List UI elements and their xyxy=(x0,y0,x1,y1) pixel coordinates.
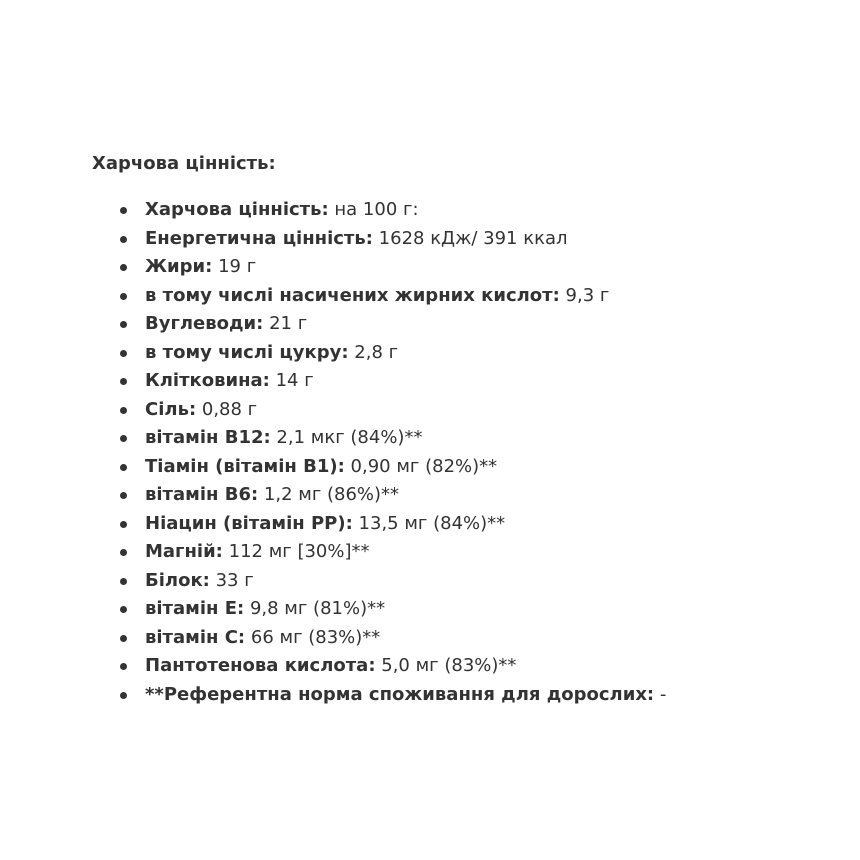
item-label: Клітковина: xyxy=(145,370,270,391)
item-label: вітамін C: xyxy=(145,626,246,648)
item-label: Ніацин (вітамін PP): xyxy=(145,512,353,534)
item-label: Вуглеводи: xyxy=(145,313,264,334)
item-value: 19 г xyxy=(212,256,257,277)
list-item xyxy=(120,424,832,453)
item-value: 9,3 г xyxy=(559,284,610,306)
list-item xyxy=(120,652,832,681)
list-item xyxy=(120,225,832,254)
item-label: вітамін B6: xyxy=(145,484,259,505)
item-label: Жири: xyxy=(145,256,213,277)
item-label: Пантотенова кислота: xyxy=(145,655,376,676)
nutrition-list xyxy=(92,196,832,709)
list-item xyxy=(120,538,832,567)
list-item xyxy=(120,196,832,225)
item-value: 112 мг [30%]** xyxy=(222,541,370,562)
nutrition-content xyxy=(92,150,832,709)
item-value: 2,8 г xyxy=(348,341,399,363)
item-value: 2,1 мкг (84%)** xyxy=(270,427,423,448)
item-value: 1,2 мг (86%)** xyxy=(258,484,400,505)
item-value: 13,5 мг (84%)** xyxy=(352,512,506,534)
item-label: Сіль: xyxy=(145,398,197,420)
list-item xyxy=(120,567,832,596)
item-label: Тіамін (вітамін B1): xyxy=(145,455,345,477)
nutrition-heading: Харчова цінність: xyxy=(92,153,276,174)
list-item xyxy=(120,396,832,425)
list-item xyxy=(120,282,832,311)
list-item xyxy=(120,310,832,339)
item-label: Білок: xyxy=(145,569,210,591)
list-item xyxy=(120,367,832,396)
item-label: вітамін E: xyxy=(145,598,245,619)
item-value: на 100 г: xyxy=(328,199,419,220)
list-item xyxy=(120,481,832,510)
item-label: в тому числі насичених жирних кислот: xyxy=(145,284,560,306)
list-item xyxy=(120,595,832,624)
item-value: 0,90 мг (82%)** xyxy=(344,455,498,477)
item-label: вітамін B12: xyxy=(145,427,271,448)
list-item xyxy=(120,339,832,368)
item-value: 5,0 мг (83%)** xyxy=(375,655,517,676)
item-value: 66 мг (83%)** xyxy=(245,626,381,648)
item-value: 9,8 мг (81%)** xyxy=(244,598,386,619)
list-item xyxy=(120,253,832,282)
item-label: Магній: xyxy=(145,541,223,562)
item-label: Харчова цінність: xyxy=(145,199,329,220)
list-item xyxy=(120,624,832,653)
item-value: 1628 кДж/ 391 ккал xyxy=(372,227,568,249)
list-item xyxy=(120,681,832,710)
list-item xyxy=(120,453,832,482)
item-value: 14 г xyxy=(269,370,314,391)
list-item xyxy=(120,510,832,539)
item-label: **Референтна норма споживання для дорослих: xyxy=(145,683,655,705)
item-label: Енергетична цінність: xyxy=(145,227,373,249)
item-label: в тому числі цукру: xyxy=(145,341,349,363)
item-value: 21 г xyxy=(263,313,308,334)
item-value: - xyxy=(654,683,667,705)
item-value: 33 г xyxy=(209,569,254,591)
item-value: 0,88 г xyxy=(196,398,258,420)
